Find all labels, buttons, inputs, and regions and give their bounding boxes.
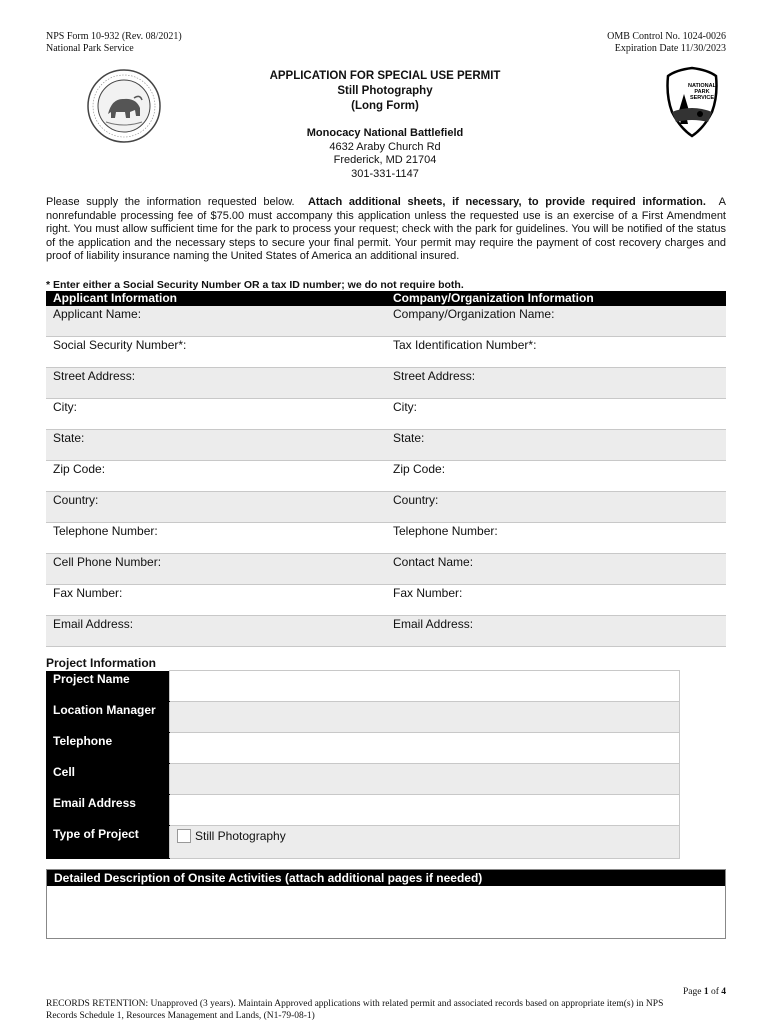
project-name-label: Project Name xyxy=(46,671,170,702)
applicant-telephone-field[interactable]: Telephone Number: xyxy=(46,523,386,554)
table-row xyxy=(46,585,726,616)
table-row xyxy=(46,368,726,399)
table-row xyxy=(46,825,680,858)
description-header: Detailed Description of Onsite Activities (attach additional pages if needed) xyxy=(47,870,725,886)
expiration-text: Expiration Date 11/30/2023 xyxy=(614,43,726,54)
footer xyxy=(46,986,726,1022)
table-row xyxy=(46,306,726,337)
still-photography-checkbox[interactable] xyxy=(177,829,191,843)
park-name: Monocacy National Battlefield xyxy=(306,127,464,139)
applicant-state-field[interactable]: State: xyxy=(46,430,386,461)
applicant-city-field[interactable]: City: xyxy=(46,399,386,430)
table-row xyxy=(46,399,726,430)
project-type-label: Type of Project xyxy=(46,825,170,858)
omb-info xyxy=(607,31,726,55)
company-telephone-field[interactable]: Telephone Number: xyxy=(386,523,726,554)
applicant-fax-field[interactable]: Fax Number: xyxy=(46,585,386,616)
cell-label: Cell xyxy=(46,763,170,794)
still-photography-label: Still Photography xyxy=(195,828,286,843)
project-type-cell xyxy=(170,825,680,858)
omb-control-text: OMB Control No. 1024-0026 xyxy=(607,31,726,42)
table-row xyxy=(46,461,726,492)
title-block xyxy=(200,69,570,181)
project-name-input[interactable] xyxy=(170,671,680,702)
company-contact-field[interactable]: Contact Name: xyxy=(386,554,726,585)
svg-text:PARK: PARK xyxy=(694,89,710,95)
agency-text: National Park Service xyxy=(46,43,134,54)
company-zip-field[interactable]: Zip Code: xyxy=(386,461,726,492)
page-number: 1 xyxy=(703,987,709,997)
form-title: APPLICATION FOR SPECIAL USE PERMIT xyxy=(269,70,501,82)
intro-part2: A nonrefundable processing fee of $75.00 must accompany this application unless the requested use is an exercise of a First Amendment right. You must allow sufficient time for the park to process your request; check with the park for guidelines. You will be notified of the status of the application and the necessary steps to secure your final permit. Your permit may require the payment of cost recovery charges and proof of liability insurance naming the United States of America an additional insured. xyxy=(46,196,726,263)
project-section-title: Project Information xyxy=(46,656,157,670)
table-row xyxy=(46,430,726,461)
applicant-street-field[interactable]: Street Address: xyxy=(46,368,386,399)
nps-arrowhead-icon xyxy=(664,66,720,138)
interior-seal-icon xyxy=(86,68,162,144)
form-number xyxy=(46,31,182,55)
svg-text:NATIONAL: NATIONAL xyxy=(687,83,717,89)
applicant-header: Applicant Information xyxy=(46,291,386,306)
tax-id-field[interactable]: Tax Identification Number*: xyxy=(386,337,726,368)
table-row xyxy=(46,763,680,794)
applicant-name-field[interactable]: Applicant Name: xyxy=(46,306,386,337)
intro-bold: Attach additional sheets, if necessary, to provide required information. xyxy=(307,196,706,208)
table-row xyxy=(46,701,680,732)
form-subtitle: Still Photography xyxy=(337,85,433,97)
table-row xyxy=(46,732,680,763)
applicant-table xyxy=(46,291,726,647)
table-row xyxy=(46,492,726,523)
form-number-text: NPS Form 10-932 (Rev. 08/2021) xyxy=(46,31,182,42)
company-state-field[interactable]: State: xyxy=(386,430,726,461)
intro-paragraph xyxy=(46,196,726,264)
description-input[interactable] xyxy=(47,886,725,938)
email-label: Email Address xyxy=(46,794,170,825)
ssn-field[interactable]: Social Security Number*: xyxy=(46,337,386,368)
retention-line1: RECORDS RETENTION: Unapproved (3 years). Maintain Approved applications with related permit and associated records based on appropriate item(s) in NPS xyxy=(46,999,664,1009)
table-row xyxy=(46,671,680,702)
company-country-field[interactable]: Country: xyxy=(386,492,726,523)
telephone-label: Telephone xyxy=(46,732,170,763)
ssn-note: * Enter either a Social Security Number OR a tax ID number; we do not require both. xyxy=(46,279,464,291)
location-manager-input[interactable] xyxy=(170,701,680,732)
applicant-email-field[interactable]: Email Address: xyxy=(46,616,386,647)
company-city-field[interactable]: City: xyxy=(386,399,726,430)
page-prefix: Page xyxy=(682,987,702,997)
table-row xyxy=(46,523,726,554)
applicant-zip-field[interactable]: Zip Code: xyxy=(46,461,386,492)
retention-line2: Records Schedule 1, Resources Management and Lands, (N1-79-08-1) xyxy=(46,1011,315,1021)
company-fax-field[interactable]: Fax Number: xyxy=(386,585,726,616)
svg-text:SERVICE: SERVICE xyxy=(689,95,715,101)
table-row xyxy=(46,794,680,825)
applicant-cell-field[interactable]: Cell Phone Number: xyxy=(46,554,386,585)
cell-input[interactable] xyxy=(170,763,680,794)
page-indicator xyxy=(46,986,726,998)
company-email-field[interactable]: Email Address: xyxy=(386,616,726,647)
company-header: Company/Organization Information xyxy=(386,291,726,306)
park-city: Frederick, MD 21704 xyxy=(333,154,437,166)
intro-part1: Please supply the information requested below. xyxy=(46,196,295,208)
project-table xyxy=(46,670,680,859)
company-name-field[interactable]: Company/Organization Name: xyxy=(386,306,726,337)
company-street-field[interactable]: Street Address: xyxy=(386,368,726,399)
telephone-input[interactable] xyxy=(170,732,680,763)
page-of: of xyxy=(710,987,719,997)
page-total: 4 xyxy=(721,987,726,997)
table-row xyxy=(46,337,726,368)
park-street: 4632 Araby Church Rd xyxy=(329,140,441,153)
table-row xyxy=(46,554,726,585)
form-variant: (Long Form) xyxy=(351,100,419,112)
description-box xyxy=(46,869,726,939)
park-phone: 301-331-1147 xyxy=(351,167,419,180)
applicant-country-field[interactable]: Country: xyxy=(46,492,386,523)
email-input[interactable] xyxy=(170,794,680,825)
location-manager-label: Location Manager xyxy=(46,701,170,732)
table-row xyxy=(46,616,726,647)
